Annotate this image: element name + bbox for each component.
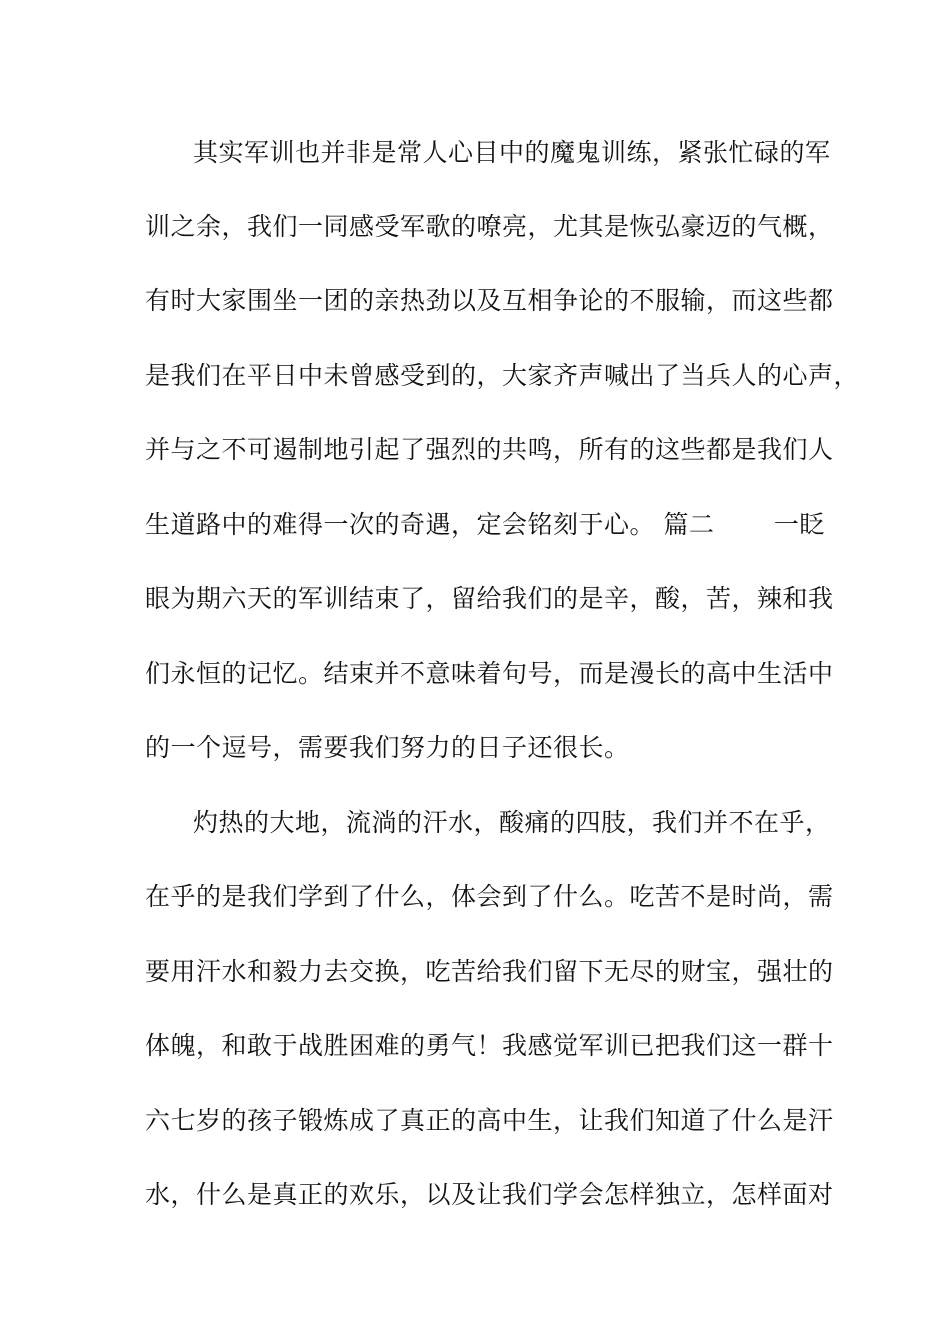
text-line-1: 其实军训也并非是常人心目中的魔鬼训练，紧张忙碌的军 xyxy=(193,138,831,167)
text-line-4: 是我们在平日中未曾感受到的，大家齐声喊出了当兵人的心声， xyxy=(145,361,860,390)
text-line-11: 在乎的是我们学到了什么，体会到了什么。吃苦不是时尚，需 xyxy=(145,882,834,911)
text-line-12: 要用汗水和毅力去交换，吃苦给我们留下无尽的财宝，强壮的 xyxy=(145,957,834,986)
text-line-7: 眼为期六天的军训结束了，留给我们的是辛，酸，苦，辣和我 xyxy=(145,584,834,613)
text-line-15: 水，什么是真正的欢乐，以及让我们学会怎样独立，怎样面对 xyxy=(145,1180,834,1209)
text-line-8: 们永恒的记忆。结束并不意味着句号，而是漫长的高中生活中 xyxy=(145,659,834,688)
text-line-13: 体魄，和敢于战胜困难的勇气！我感觉军训已把我们这一群十 xyxy=(145,1031,834,1060)
text-line-6: 生道路中的难得一次的奇遇，定会铭刻于心。 篇二 一眨 xyxy=(145,510,825,539)
text-line-2: 训之余，我们一同感受军歌的嘹亮，尤其是恢弘豪迈的气概， xyxy=(145,212,834,241)
text-line-10: 灼热的大地，流淌的汗水，酸痛的四肢，我们并不在乎， xyxy=(193,808,831,837)
text-line-5: 并与之不可遏制地引起了强烈的共鸣，所有的这些都是我们人 xyxy=(145,435,834,464)
text-line-3: 有时大家围坐一团的亲热劲以及互相争论的不服输，而这些都 xyxy=(145,286,834,315)
text-line-9: 的一个逗号，需要我们努力的日子还很长。 xyxy=(145,733,630,762)
text-line-14: 六七岁的孩子锻炼成了真正的高中生，让我们知道了什么是汗 xyxy=(145,1106,834,1135)
